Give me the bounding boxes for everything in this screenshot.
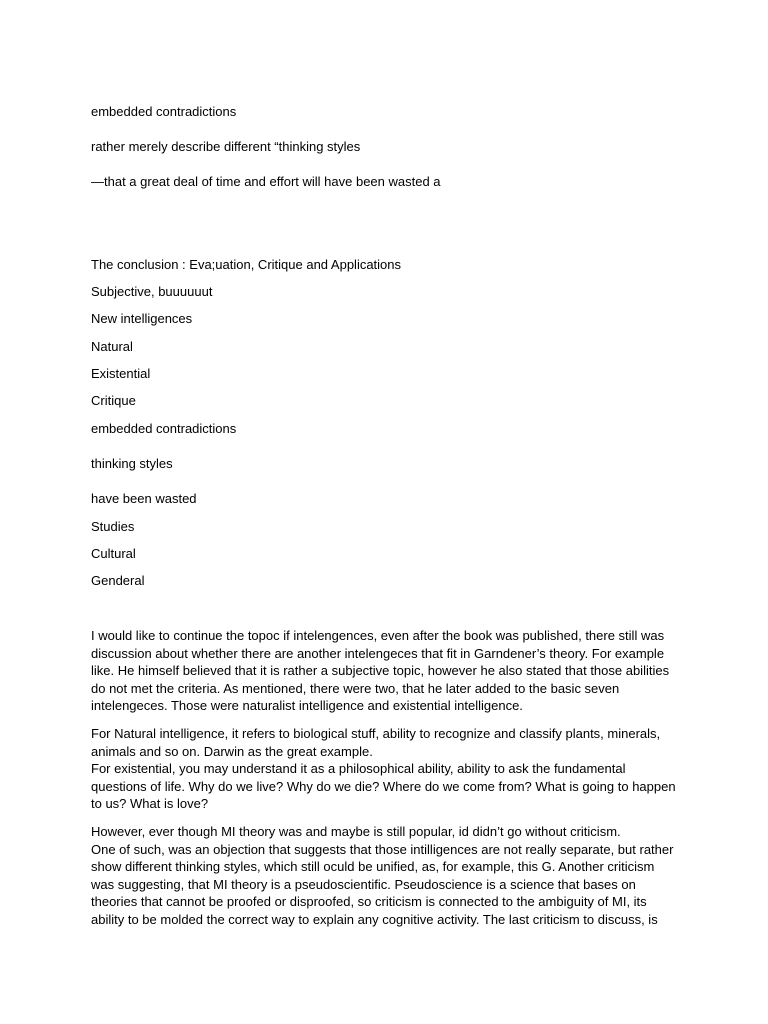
- note-line: —that a great deal of time and effort will have been wasted a: [91, 174, 441, 189]
- outline-item: have been wasted: [91, 491, 197, 506]
- body-paragraph: [91, 725, 683, 813]
- paragraph-line: For Natural intelligence, it refers to biological stuff, ability to recognize and classify plants, minerals,: [91, 726, 661, 741]
- paragraph-line: like. He himself believed that it is rather a subjective topic, however he also stated that those abilities: [91, 663, 670, 679]
- paragraph-line: theories that cannot be proofed or disproofed, so criticism is connected to the ambiguity of MI, its: [91, 894, 647, 910]
- outline-heading: The conclusion : Eva;uation, Critique and Applications: [91, 257, 402, 272]
- outline-item: thinking styles: [91, 456, 173, 471]
- paragraph-line: questions of life. Why do we live? Why do we die? Where do we come from? What is going to happen: [91, 778, 676, 794]
- paragraph-line: discussion about whether there are another intelengeces that fit in Garndener’s theory. For example: [91, 645, 665, 661]
- outline-item: Subjective, buuuuuut: [91, 284, 213, 299]
- outline-item: Genderal: [91, 573, 145, 588]
- outline-item: New intelligences: [91, 311, 193, 326]
- paragraph-line: For existential, you may understand it as a philosophical ability, ability to ask the fundamental: [91, 761, 626, 777]
- outline-item: Existential: [91, 366, 151, 381]
- outline-item: Critique: [91, 393, 136, 408]
- note-line: rather merely describe different “thinking styles: [91, 139, 361, 154]
- paragraph-line: show different thinking styles, which still oculd be unified, as, for example, this G. Another criticism: [91, 859, 655, 875]
- paragraph-line: was suggesting, that MI theory is a pseudoscientific. Pseudoscience is a science that bases on: [91, 876, 636, 892]
- paragraph-line: animals and so on. Darwin as the great example.: [91, 743, 373, 759]
- outline-item: Studies: [91, 519, 135, 534]
- note-line: embedded contradictions: [91, 104, 237, 119]
- outline-item: Natural: [91, 339, 133, 354]
- paragraph-line: intelengeces. Those were naturalist intelligence and existential intelligence.: [91, 698, 523, 714]
- paragraph-line: to us? What is love?: [91, 796, 209, 812]
- outline-item: Cultural: [91, 546, 136, 561]
- outline-item: embedded contradictions: [91, 421, 237, 436]
- paragraph-line: However, ever though MI theory was and maybe is still popular, id didn’t go without criticism.: [91, 824, 621, 839]
- paragraph-line: One of such, was an objection that suggests that those intilligences are not really separate, but rather: [91, 841, 674, 857]
- body-paragraph: [91, 627, 683, 715]
- paragraph-line: do not met the criteria. As mentioned, there were two, that he later added to the basic seven: [91, 680, 620, 696]
- paragraph-line: I would like to continue the topoc if intelengences, even after the book was published, there still was: [91, 628, 665, 643]
- body-paragraph: [91, 823, 683, 929]
- paragraph-line: ability to be molded the correct way to explain any cognitive activity. The last criticism to discuss, is: [91, 911, 658, 927]
